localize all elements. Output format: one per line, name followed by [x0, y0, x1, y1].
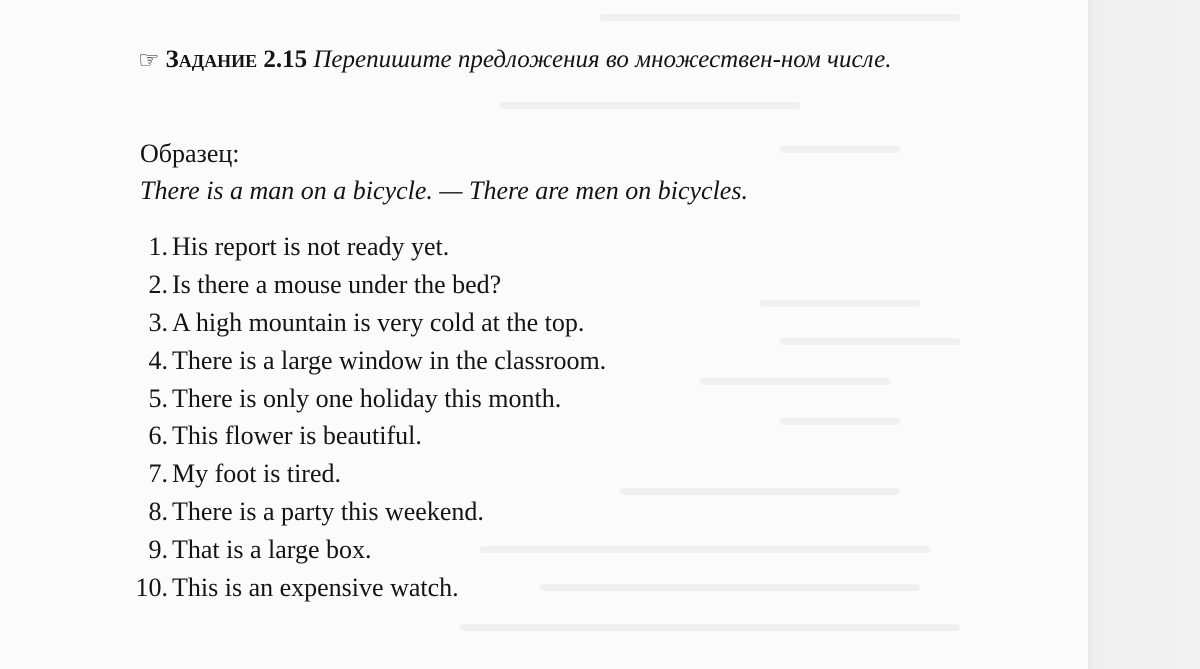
- bleed-through-line: [460, 624, 960, 631]
- item-number: 3.: [148, 307, 168, 337]
- bleed-through-line: [500, 102, 800, 109]
- item-text: There is a large window in the classroom.: [172, 345, 607, 375]
- bleed-through-line: [620, 488, 900, 495]
- bleed-through-line: [600, 14, 960, 21]
- sample-text: There is a man on a bicycle. — There are men on bicycles.: [140, 176, 748, 205]
- item-number: 6.: [148, 421, 168, 451]
- item-text: That is a large box.: [172, 535, 372, 565]
- item-text: There is a party this weekend.: [172, 497, 484, 527]
- list-item: [120, 456, 606, 494]
- sample-label: Образец:: [140, 139, 240, 168]
- item-text: A high mountain is very cold at the top.: [172, 307, 585, 337]
- list-item: [120, 570, 606, 608]
- task-instruction: Перепишите предложения во множествен-ном числе.: [313, 46, 892, 73]
- item-number: 1.: [148, 232, 168, 261]
- sentence-list: [120, 229, 606, 608]
- list-item: [120, 418, 606, 456]
- item-number: 2.: [148, 269, 168, 299]
- bleed-through-line: [780, 418, 900, 425]
- item-number: 10.: [135, 573, 168, 603]
- list-item: [120, 267, 606, 305]
- item-text: My foot is tired.: [172, 459, 341, 489]
- item-number: 5.: [148, 383, 168, 413]
- list-item: [120, 305, 606, 343]
- bleed-through-line: [760, 300, 920, 307]
- pointing-hand-icon: ☞: [138, 48, 160, 74]
- item-number: 9.: [148, 535, 168, 565]
- list-item: [120, 494, 606, 532]
- bleed-through-line: [700, 378, 890, 385]
- item-text: This flower is beautiful.: [172, 421, 422, 451]
- list-item: [120, 229, 606, 267]
- item-number: 8.: [148, 497, 168, 527]
- page-edge: [1088, 0, 1200, 669]
- task-header: [94, 40, 974, 80]
- bleed-through-line: [780, 146, 900, 153]
- item-number: 7.: [148, 459, 168, 489]
- task-label: Задание 2.15: [165, 46, 308, 73]
- item-text: There is only one holiday this month.: [172, 383, 562, 413]
- item-text: This is an expensive watch.: [172, 573, 459, 603]
- item-text: Is there a mouse under the bed?: [172, 269, 502, 299]
- item-text: His report is not ready yet.: [172, 232, 450, 261]
- list-item: [120, 343, 606, 381]
- item-number: 4.: [148, 345, 168, 375]
- list-item: [120, 381, 606, 419]
- list-item: [120, 532, 606, 570]
- bleed-through-line: [780, 338, 960, 345]
